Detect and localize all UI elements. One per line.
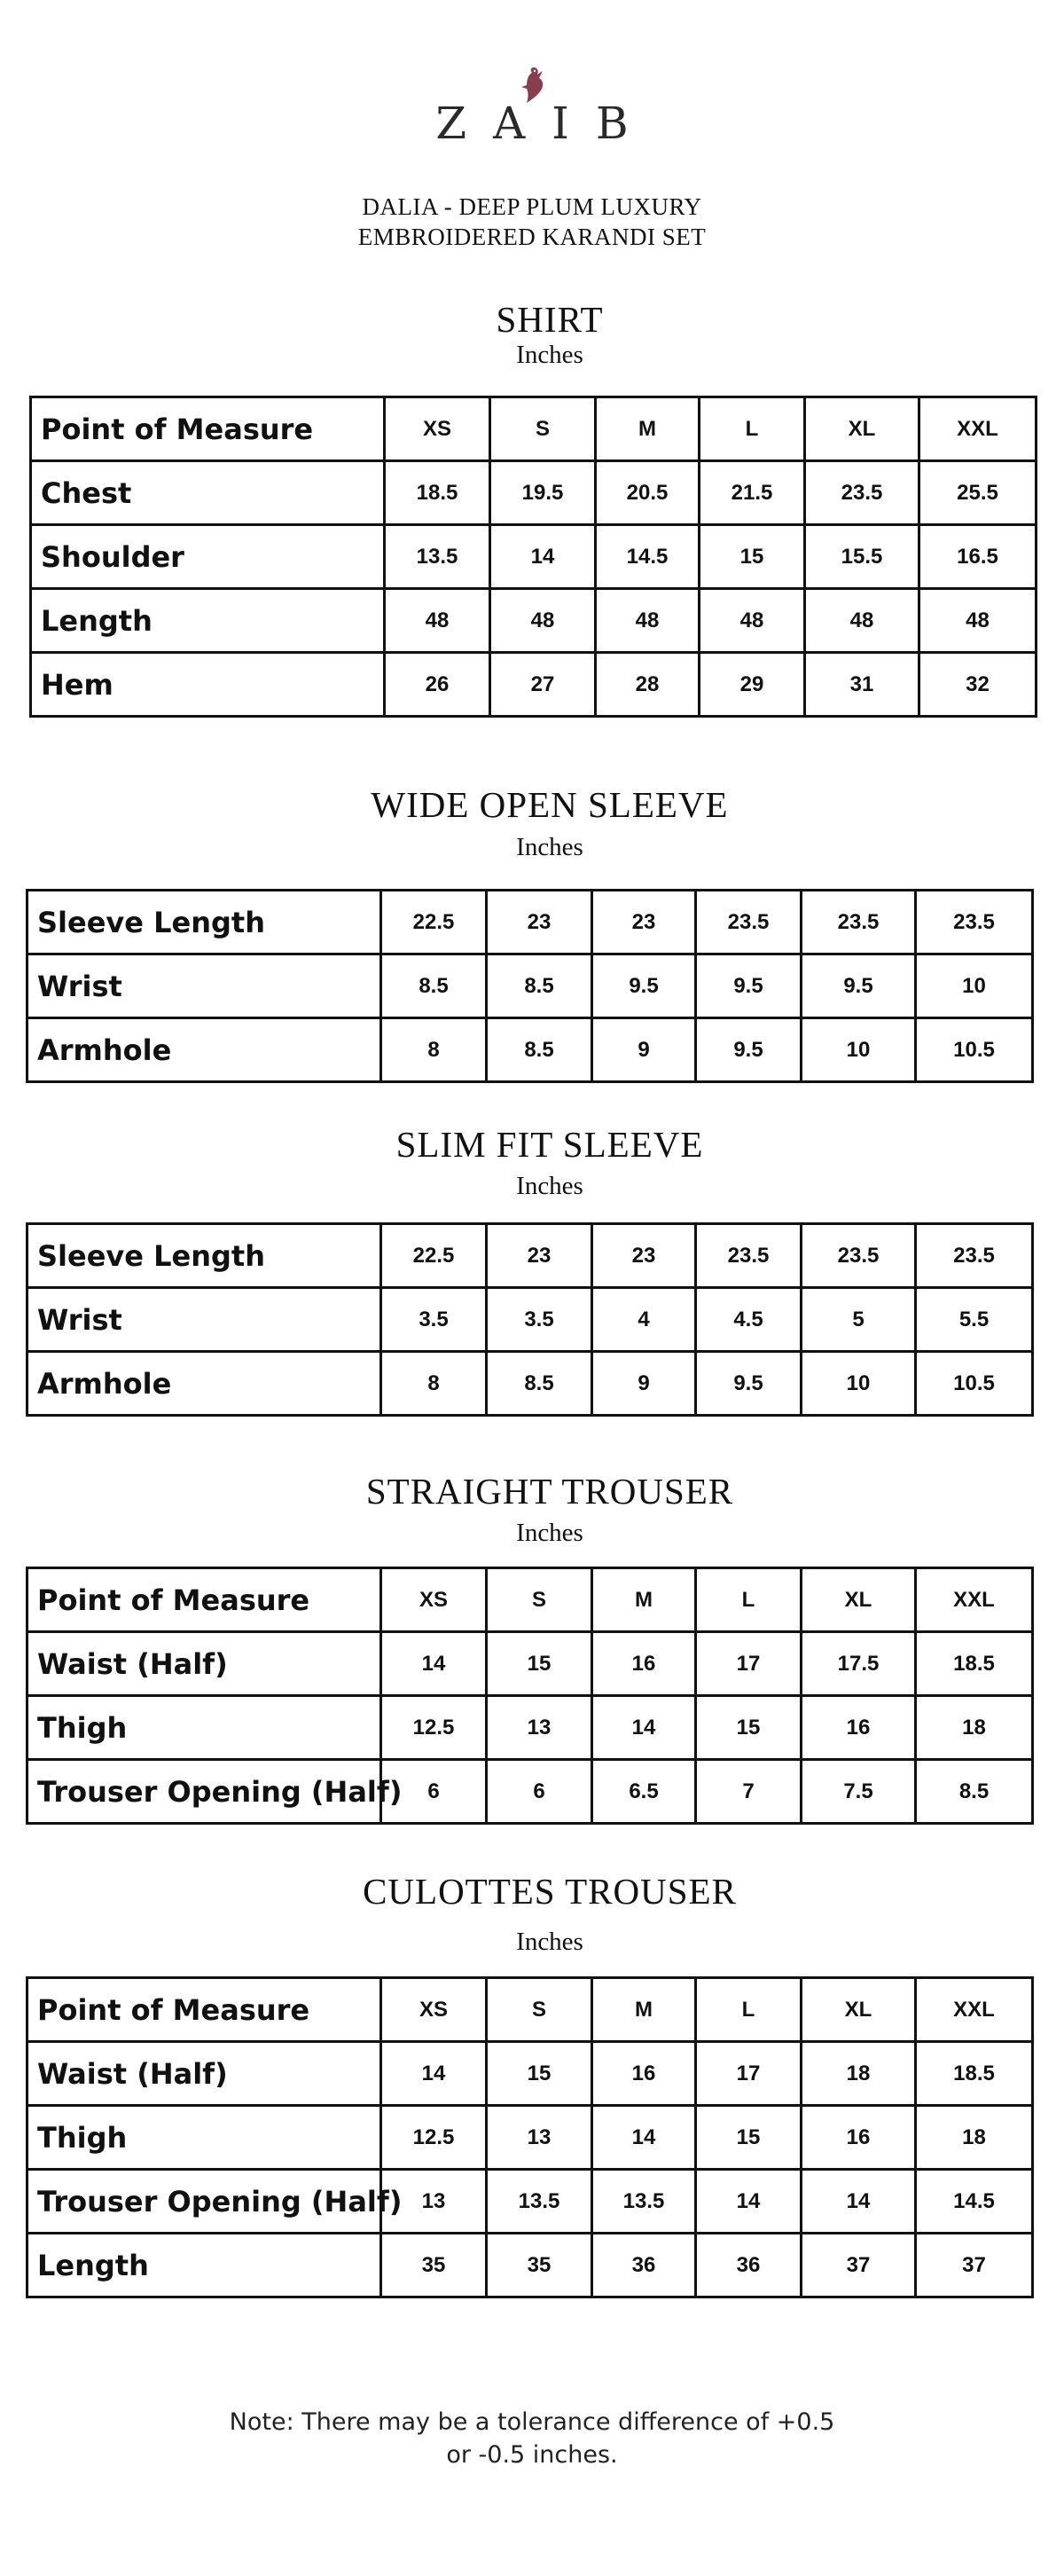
table-cell: 20.5 bbox=[596, 461, 700, 525]
table-cell: 25.5 bbox=[919, 461, 1037, 525]
table-row-label: Thigh bbox=[27, 1696, 381, 1760]
table-row bbox=[27, 891, 1033, 954]
table-row bbox=[31, 525, 1037, 589]
table-row-label: Waist (Half) bbox=[27, 2042, 381, 2106]
table-cell: 28 bbox=[596, 653, 700, 717]
section-unit-slim-fit-sleeve: Inches bbox=[516, 1172, 583, 1200]
table-cell: 23.5 bbox=[696, 891, 802, 954]
table-row bbox=[27, 954, 1033, 1018]
table-header-cell: XXL bbox=[919, 397, 1037, 461]
table-row-label: Chest bbox=[31, 461, 385, 525]
table-cell: 14 bbox=[490, 525, 596, 589]
table-cell: 15 bbox=[696, 2106, 802, 2170]
table-cell: 5 bbox=[802, 1288, 916, 1352]
table-header-cell: XS bbox=[381, 1568, 487, 1632]
table-cell: 22.5 bbox=[381, 891, 487, 954]
table-cell: 14.5 bbox=[916, 2170, 1033, 2234]
section-title-slim-fit-sleeve: SLIM FIT SLEEVE bbox=[395, 1124, 704, 1165]
table-row bbox=[27, 1632, 1033, 1696]
table-cell: 13.5 bbox=[592, 2170, 696, 2234]
table-cell: 14 bbox=[802, 2170, 916, 2234]
table-cell: 23.5 bbox=[696, 1224, 802, 1288]
table-cell: 17 bbox=[696, 2042, 802, 2106]
table-cell: 15 bbox=[700, 525, 805, 589]
table-cell: 14 bbox=[696, 2170, 802, 2234]
section-unit-wide-open-sleeve: Inches bbox=[516, 833, 583, 861]
table-row bbox=[31, 589, 1037, 653]
table-header-row bbox=[27, 1978, 1033, 2042]
table-cell: 9.5 bbox=[696, 954, 802, 1018]
tolerance-note-line2: or -0.5 inches. bbox=[446, 2441, 618, 2469]
table-cell: 23 bbox=[487, 891, 592, 954]
table-row bbox=[27, 2234, 1033, 2297]
table-cell: 19.5 bbox=[490, 461, 596, 525]
table-cell: 6 bbox=[381, 1760, 487, 1824]
table-cell: 5.5 bbox=[916, 1288, 1033, 1352]
table-cell: 8 bbox=[381, 1352, 487, 1416]
table-cell: 8.5 bbox=[487, 1018, 592, 1082]
tolerance-note-line1: Note: There may be a tolerance difference of +0.5 bbox=[229, 2408, 835, 2436]
table-cell: 16 bbox=[802, 1696, 916, 1760]
table-header-cell: M bbox=[592, 1568, 696, 1632]
table-row bbox=[27, 2106, 1033, 2170]
table-row bbox=[27, 1018, 1033, 1082]
table-cell: 7 bbox=[696, 1760, 802, 1824]
table-cell: 14.5 bbox=[596, 525, 700, 589]
product-name bbox=[0, 192, 1064, 252]
table-cell: 8.5 bbox=[487, 1352, 592, 1416]
table-header-cell: XXL bbox=[916, 1978, 1033, 2042]
table-cell: 13 bbox=[487, 2106, 592, 2170]
table-cell: 18 bbox=[916, 2106, 1033, 2170]
table-cell: 10.5 bbox=[916, 1018, 1033, 1082]
table-header-cell: XXL bbox=[916, 1568, 1033, 1632]
table-header-cell: XL bbox=[802, 1568, 916, 1632]
table-cell: 7.5 bbox=[802, 1760, 916, 1824]
table-cell: 23.5 bbox=[916, 891, 1033, 954]
table-cell: 12.5 bbox=[381, 1696, 487, 1760]
table-cell: 10 bbox=[916, 954, 1033, 1018]
table-cell: 27 bbox=[490, 653, 596, 717]
table-cell: 15 bbox=[487, 1632, 592, 1696]
table-header-cell: L bbox=[696, 1568, 802, 1632]
table-row-label: Trouser Opening (Half) bbox=[27, 2170, 381, 2234]
table-cell: 17.5 bbox=[802, 1632, 916, 1696]
table-cell: 13.5 bbox=[385, 525, 490, 589]
table-cell: 35 bbox=[487, 2234, 592, 2297]
table-cell: 16 bbox=[592, 1632, 696, 1696]
table-cell: 37 bbox=[802, 2234, 916, 2297]
table-cell: 23.5 bbox=[916, 1224, 1033, 1288]
table-cell: 12.5 bbox=[381, 2106, 487, 2170]
section-title-wide-open-sleeve: WIDE OPEN SLEEVE bbox=[371, 784, 729, 825]
table-cell: 4 bbox=[592, 1288, 696, 1352]
table-row-label: Waist (Half) bbox=[27, 1632, 381, 1696]
table-row bbox=[27, 2042, 1033, 2106]
table-cell: 10 bbox=[802, 1352, 916, 1416]
table-header-cell: L bbox=[696, 1978, 802, 2042]
table-header-cell: L bbox=[700, 397, 805, 461]
brand-wordmark: ZAIB bbox=[435, 98, 655, 149]
table-header-cell: XS bbox=[381, 1978, 487, 2042]
table-header-cell: S bbox=[487, 1568, 592, 1632]
table-cell: 48 bbox=[490, 589, 596, 653]
table-row-label: Sleeve Length bbox=[27, 1224, 381, 1288]
product-name-line2: EMBROIDERED KARANDI SET bbox=[357, 224, 707, 250]
table-row bbox=[27, 1224, 1033, 1288]
table-cell: 15 bbox=[696, 1696, 802, 1760]
table-cell: 48 bbox=[385, 589, 490, 653]
table-cell: 14 bbox=[381, 1632, 487, 1696]
table-row bbox=[27, 1352, 1033, 1416]
table-cell: 31 bbox=[805, 653, 919, 717]
table-cell: 9.5 bbox=[696, 1018, 802, 1082]
table-row-label: Wrist bbox=[27, 1288, 381, 1352]
table-cell: 16.5 bbox=[919, 525, 1037, 589]
table-header-cell: M bbox=[592, 1978, 696, 2042]
table-cell: 23.5 bbox=[805, 461, 919, 525]
table-row bbox=[27, 1760, 1033, 1824]
section-title-straight-trouser: STRAIGHT TROUSER bbox=[365, 1471, 734, 1512]
table-cell: 22.5 bbox=[381, 1224, 487, 1288]
table-row-label: Armhole bbox=[27, 1352, 381, 1416]
table-cell: 3.5 bbox=[381, 1288, 487, 1352]
table-cell: 29 bbox=[700, 653, 805, 717]
table-cell: 13 bbox=[381, 2170, 487, 2234]
table-cell: 14 bbox=[381, 2042, 487, 2106]
table-cell: 9 bbox=[592, 1352, 696, 1416]
table-cell: 21.5 bbox=[700, 461, 805, 525]
section-title-shirt: SHIRT bbox=[496, 299, 604, 340]
table-cell: 6 bbox=[487, 1760, 592, 1824]
size-table-wide-open-sleeve bbox=[26, 889, 1034, 1083]
table-row bbox=[31, 653, 1037, 717]
table-cell: 6.5 bbox=[592, 1760, 696, 1824]
table-header-cell: XL bbox=[802, 1978, 916, 2042]
table-cell: 16 bbox=[592, 2042, 696, 2106]
table-cell: 9.5 bbox=[802, 954, 916, 1018]
table-cell: 36 bbox=[592, 2234, 696, 2297]
table-cell: 8.5 bbox=[916, 1760, 1033, 1824]
table-cell: 36 bbox=[696, 2234, 802, 2297]
size-table-straight-trouser bbox=[26, 1567, 1034, 1825]
table-header-cell: M bbox=[596, 397, 700, 461]
table-cell: 35 bbox=[381, 2234, 487, 2297]
table-cell: 9.5 bbox=[592, 954, 696, 1018]
table-cell: 26 bbox=[385, 653, 490, 717]
table-cell: 18 bbox=[802, 2042, 916, 2106]
table-cell: 9.5 bbox=[696, 1352, 802, 1416]
table-cell: 15 bbox=[487, 2042, 592, 2106]
table-cell: 3.5 bbox=[487, 1288, 592, 1352]
table-row-label: Length bbox=[27, 2234, 381, 2297]
table-cell: 10.5 bbox=[916, 1352, 1033, 1416]
table-cell: 18.5 bbox=[916, 2042, 1033, 2106]
table-cell: 48 bbox=[805, 589, 919, 653]
table-row-label: Thigh bbox=[27, 2106, 381, 2170]
table-cell: 23 bbox=[487, 1224, 592, 1288]
table-cell: 18.5 bbox=[385, 461, 490, 525]
table-cell: 32 bbox=[919, 653, 1037, 717]
table-row-label: Hem bbox=[31, 653, 385, 717]
table-cell: 13 bbox=[487, 1696, 592, 1760]
table-header-cell: Point of Measure bbox=[27, 1568, 381, 1632]
brand-logo bbox=[0, 62, 1064, 151]
table-cell: 16 bbox=[802, 2106, 916, 2170]
table-header-cell: S bbox=[490, 397, 596, 461]
table-cell: 8.5 bbox=[487, 954, 592, 1018]
table-header-cell: Point of Measure bbox=[27, 1978, 381, 2042]
table-cell: 10 bbox=[802, 1018, 916, 1082]
table-header-cell: XS bbox=[385, 397, 490, 461]
table-cell: 13.5 bbox=[487, 2170, 592, 2234]
section-unit-shirt: Inches bbox=[516, 341, 583, 369]
section-unit-culottes-trouser: Inches bbox=[516, 1928, 583, 1956]
table-cell: 48 bbox=[700, 589, 805, 653]
table-cell: 48 bbox=[919, 589, 1037, 653]
table-cell: 23 bbox=[592, 891, 696, 954]
table-cell: 48 bbox=[596, 589, 700, 653]
section-unit-straight-trouser: Inches bbox=[516, 1519, 583, 1547]
table-cell: 14 bbox=[592, 1696, 696, 1760]
tolerance-note bbox=[0, 2406, 1064, 2471]
table-cell: 8 bbox=[381, 1018, 487, 1082]
table-cell: 4.5 bbox=[696, 1288, 802, 1352]
product-name-line1: DALIA - DEEP PLUM LUXURY bbox=[362, 193, 702, 220]
table-cell: 15.5 bbox=[805, 525, 919, 589]
table-header-cell: S bbox=[487, 1978, 592, 2042]
table-cell: 18.5 bbox=[916, 1632, 1033, 1696]
size-table-culottes-trouser bbox=[26, 1976, 1034, 2298]
table-row bbox=[31, 461, 1037, 525]
table-row bbox=[27, 1696, 1033, 1760]
table-header-cell: XL bbox=[805, 397, 919, 461]
table-row bbox=[27, 1288, 1033, 1352]
table-cell: 37 bbox=[916, 2234, 1033, 2297]
table-header-row bbox=[27, 1568, 1033, 1632]
table-cell: 17 bbox=[696, 1632, 802, 1696]
table-cell: 23.5 bbox=[802, 1224, 916, 1288]
table-cell: 9 bbox=[592, 1018, 696, 1082]
table-row-label: Wrist bbox=[27, 954, 381, 1018]
table-cell: 8.5 bbox=[381, 954, 487, 1018]
section-title-culottes-trouser: CULOTTES TROUSER bbox=[363, 1871, 737, 1912]
table-cell: 18 bbox=[916, 1696, 1033, 1760]
size-table-slim-fit-sleeve bbox=[26, 1222, 1034, 1417]
table-row bbox=[27, 2170, 1033, 2234]
table-row-label: Length bbox=[31, 589, 385, 653]
table-row-label: Sleeve Length bbox=[27, 891, 381, 954]
table-header-cell: Point of Measure bbox=[31, 397, 385, 461]
table-cell: 14 bbox=[592, 2106, 696, 2170]
table-row-label: Trouser Opening (Half) bbox=[27, 1760, 381, 1824]
table-header-row bbox=[31, 397, 1037, 461]
table-row-label: Armhole bbox=[27, 1018, 381, 1082]
table-cell: 23.5 bbox=[802, 891, 916, 954]
table-row-label: Shoulder bbox=[31, 525, 385, 589]
table-cell: 23 bbox=[592, 1224, 696, 1288]
size-table-shirt bbox=[29, 396, 1037, 718]
